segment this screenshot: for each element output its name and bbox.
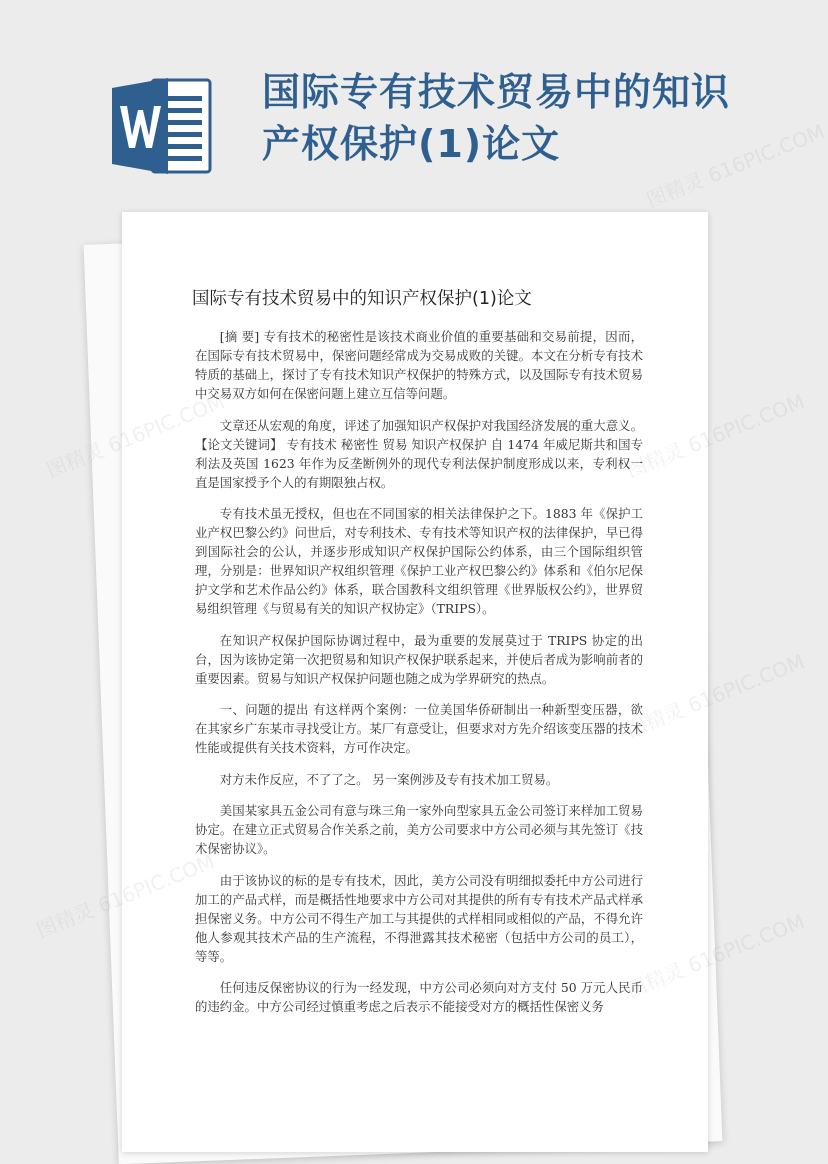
paragraph: 对方未作反应，不了了之。 另一案例涉及专有技术加工贸易。 — [219, 771, 559, 787]
paragraph: 美国某家具五金公司有意与珠三角一家外向型家具五金公司签订来样加工贸易协定。在建立正式贸易合作关系之前，美方公司要求中方公司必须与其先签订《技术保密协议》。 — [195, 803, 643, 856]
paragraph: 在知识产权保护国际协调过程中，最为重要的发展莫过于 TRIPS 协定的出台，因为该协定第一次把贸易和知识产权保护联系起来，并使后者成为影响前者的重要因素。贸易与知识产权保护问题也随之成为学界研究的热点。 — [195, 632, 643, 686]
watermark: 图精灵 — [32, 897, 98, 943]
document-title: 国际专有技术贸易中的知识产权保护(1)论文 — [192, 289, 532, 309]
watermark: 图精灵 616PIC.COM — [622, 389, 808, 483]
paragraph: 由于该协议的标的是专有技术，因此，美方公司没有明细拟委托中方公司进行加工的产品式样，而是概括性地要求中方公司对其提供的所有专有技术产品式样承担保密义务。中方公司不得生产加工与其提供的式样相同或相似的产品，不得允许他人参观其技术产品的生产流程，不得泄露其技术秘密（包括中方公司的员工），等等。 — [195, 872, 643, 964]
paragraph-abstract: [摘 要] 专有技术的秘密性是该技术商业价值的重要基础和交易前提，因而，在国际专有技术贸易中，保密问题经常成为交易成败的关键。本文在分析专有技术特质的基础上，探讨了专有技术知识产权保护的特殊方式，以及国际专有技术贸易中交易双方如何在保密问题上建立互信等问题。 — [195, 329, 643, 401]
page-header — [0, 0, 800, 200]
paragraph: 专有技术虽无授权，但也在不同国家的相关法律保护之下。1883 年《保护工业产权巴黎公约》问世后，对专利技术、专有技术等知识产权的法律保护，早已得到国际社会的公认，并逐步形成知识产权保护国际公约体系，由三个国际组织管理，分别是：世界知识产权组织管理《保护工业产权巴黎公约》体系和《伯尔尼保护文学和艺术作品公约》体系，联合国教科文组织管理《世界版权公约》，世界贸易组织管理《与贸易有关的知识产权协定》（TRIPS）。 — [195, 506, 643, 616]
document-page — [122, 212, 708, 1152]
word-document-icon — [110, 74, 214, 178]
header-title: 国际专有技术贸易中的知识产权保护(1)论文 — [262, 70, 731, 166]
paragraph: 文章还从宏观的角度，评述了加强知识产权保护对我国经济发展的重大意义。 【论文关键词】 专有技术 秘密性 贸易 知识产权保护 自 1474 年威尼斯共和国专利法及英国 1623 年作为反垄断例外的现代专利法保护制度形成以来，专利权一直是国家授予个人的有期限独占权。 — [195, 417, 643, 490]
paragraph: 一、问题的提出 有这样两个案例：一位美国华侨研制出一种新型变压器，欲在其家乡广东某市寻找受让方。某厂有意受让，但要求对方先介绍该变压器的技术性能或提供有关技术资料，方可作决定。 — [195, 702, 643, 755]
paragraph: 任何违反保密协议的行为一经发现，中方公司必须向对方支付 50 万元人民币的违约金。中方公司经过慎重考虑之后表示不能接受对方的概括性保密义务 — [195, 980, 643, 1014]
document-body — [195, 327, 643, 1029]
watermark: 图精灵 — [42, 437, 108, 483]
watermark: 图精灵 616PIC.COM — [642, 119, 828, 213]
watermark: 图精灵 616PIC.COM — [622, 649, 808, 743]
watermark: 图精灵 616PIC.COM — [622, 909, 808, 1003]
